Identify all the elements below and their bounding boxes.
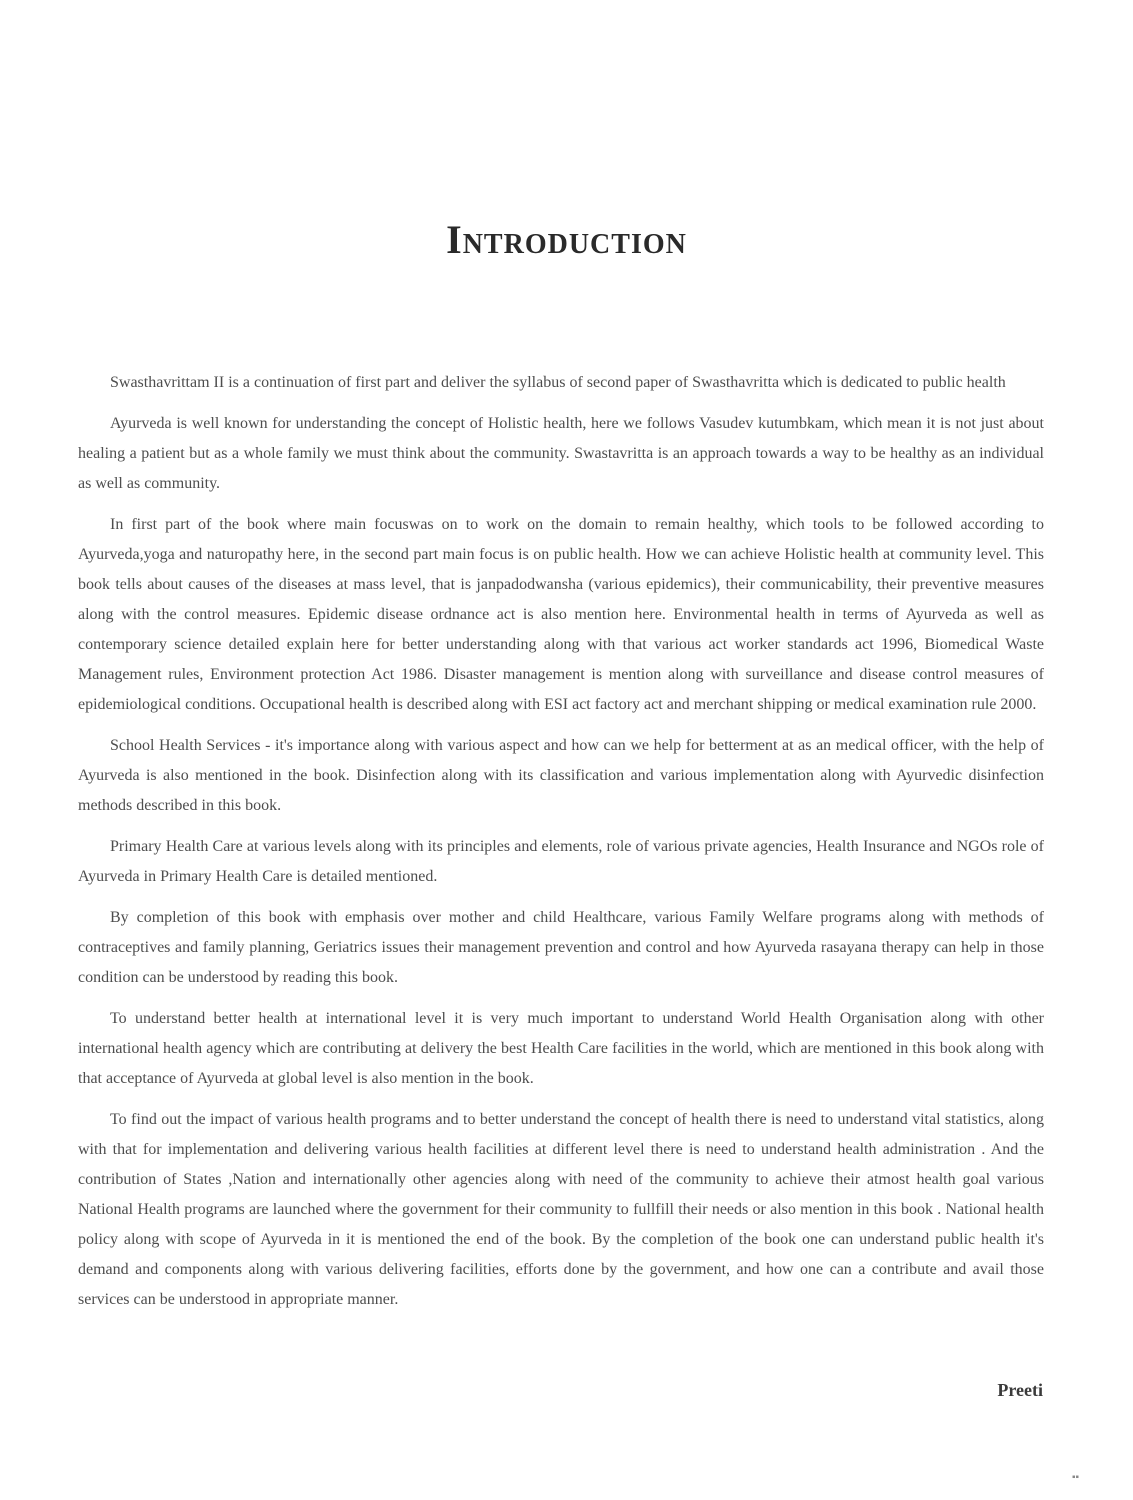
paragraph: To find out the impact of various health programs and to better understand the concept of health there is need to understand vital statistics, along with that for implementation and delivering various health facilities at different level there is need to understand health administration . And the contribution of States ,Nation and internationally other agencies along with need of the community to achieve their atmost health goal various National Health programs are launched where the government for their community to fullfill their needs or also mention in this book . National health policy along with scope of Ayurveda in it is mentioned the end of the book. By the completion of the book one can understand public health it's demand and components along with various delivering facilities, efforts done by the government, and how one can a contribute and avail those services can be understood in appropriate manner. bbox=[78, 1111, 1044, 1308]
paragraph: By completion of this book with emphasis over mother and child Healthcare, various Family Welfare programs along with methods of contraceptives and family planning, Geriatrics issues their management prevention and control and how Ayurveda rasayana therapy can help in those condition can be understood by reading this book. bbox=[78, 909, 1044, 986]
paragraph: Swasthavrittam II is a continuation of first part and deliver the syllabus of second paper of Swasthavritta which is dedicated to public health bbox=[110, 374, 1006, 391]
paragraph: School Health Services - it's importance along with various aspect and how can we help for betterment at as an medical officer, with the help of Ayurveda is also mentioned in the book. Disinfection along with its classification and various implementation along with Ayurvedic disinfection methods described in this book. bbox=[78, 737, 1044, 814]
paragraph: To understand better health at international level it is very much important to understand World Health Organisation along with other international health agency which are contributing at delivery the best Health Care facilities in the world, which are mentioned in this book along with that acceptance of Ayurveda at global level is also mention in the book. bbox=[78, 1010, 1044, 1087]
paragraph: Ayurveda is well known for understanding the concept of Holistic health, here we follows Vasudev kutumbkam, which mean it is not just about healing a patient but as a whole family we must think about the community. Swastavritta is an approach towards a way to be healthy as an individual as well as community. bbox=[78, 415, 1044, 492]
corner-mark-icon: ▪▪ bbox=[1072, 1472, 1080, 1483]
introduction-body bbox=[78, 368, 1044, 1326]
author-signature: Preeti bbox=[997, 1380, 1043, 1400]
page-title: Introduction bbox=[446, 217, 687, 262]
paragraph: Primary Health Care at various levels along with its principles and elements, role of various private agencies, Health Insurance and NGOs role of Ayurveda in Primary Health Care is detailed mentioned. bbox=[78, 838, 1044, 885]
paragraph: In first part of the book where main focuswas on to work on the domain to remain healthy, which tools to be followed according to Ayurveda,yoga and naturopathy here, in the second part main focus is on public health. How we can achieve Holistic health at community level. This book tells about causes of the diseases at mass level, that is janpadodwansha (various epidemics), their communicability, their preventive measures along with the control measures. Epidemic disease ordnance act is also mention here. Environmental health in terms of Ayurveda as well as contemporary science detailed explain here for better understanding along with that various act worker standards act 1996, Biomedical Waste Management rules, Environment protection Act 1986. Disaster management is mention along with surveillance and disease control measures of epidemiological conditions. Occupational health is described along with ESI act factory act and merchant shipping or medical examination rule 2000. bbox=[78, 516, 1044, 713]
